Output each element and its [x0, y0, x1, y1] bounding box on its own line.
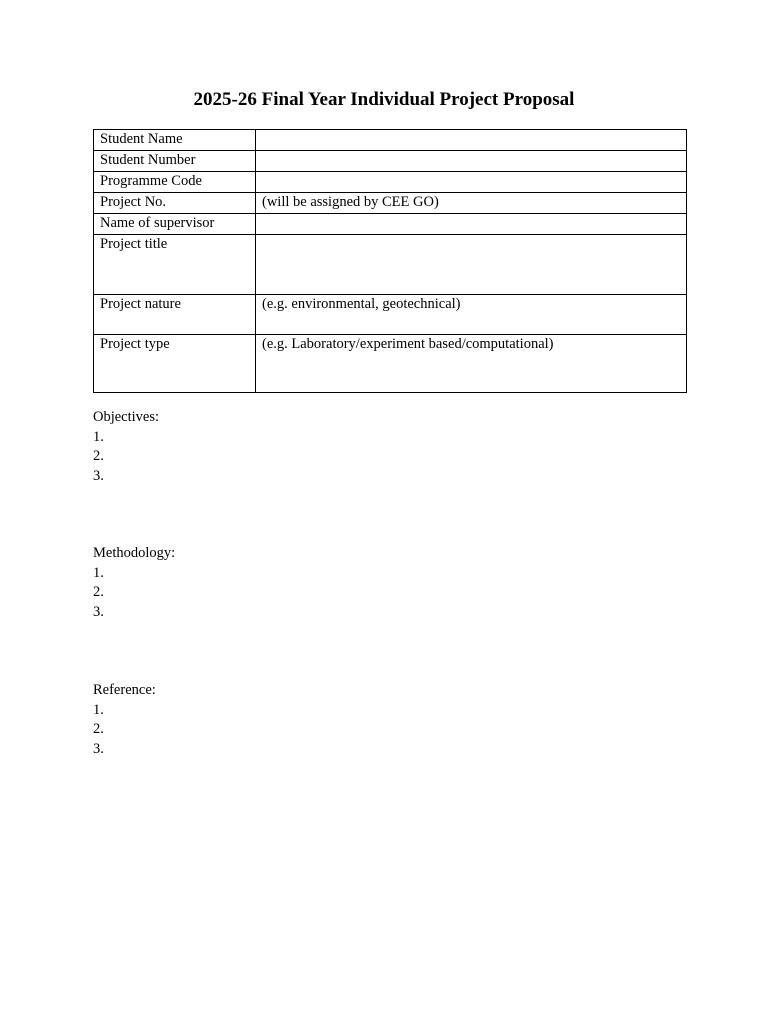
list-item: 2. — [93, 584, 104, 600]
list-item: 1. — [93, 564, 104, 581]
row-label-project-no: Project No. — [94, 193, 256, 214]
table-row — [94, 214, 687, 235]
row-label-project-nature: Project nature — [94, 295, 256, 335]
list-item: 2. — [93, 448, 104, 464]
table-row — [94, 172, 687, 193]
objectives-heading: Objectives: — [93, 409, 160, 425]
table-row — [94, 295, 687, 335]
row-value-programme-code[interactable] — [256, 172, 687, 193]
reference-section — [93, 681, 156, 759]
row-value-student-number[interactable] — [256, 151, 687, 172]
row-value-supervisor[interactable] — [256, 214, 687, 235]
row-label-programme-code: Programme Code — [94, 172, 256, 193]
page-title: 2025-26 Final Year Individual Project Proposal — [193, 89, 575, 110]
row-label-project-title: Project title — [94, 235, 256, 295]
table-row — [94, 151, 687, 172]
row-value-project-type[interactable]: (e.g. Laboratory/experiment based/computational) — [256, 335, 687, 393]
row-value-project-no[interactable]: (will be assigned by CEE GO) — [256, 193, 687, 214]
row-value-project-nature[interactable]: (e.g. environmental, geotechnical) — [256, 295, 687, 335]
table-row — [94, 193, 687, 214]
methodology-section — [93, 544, 175, 622]
list-item: 3. — [93, 467, 104, 484]
table-row — [94, 235, 687, 295]
objectives-section — [93, 408, 159, 486]
reference-heading: Reference: — [93, 682, 156, 698]
table-row — [94, 130, 687, 151]
row-value-project-title[interactable] — [256, 235, 687, 295]
row-label-student-name: Student Name — [94, 130, 256, 151]
row-label-supervisor: Name of supervisor — [94, 214, 256, 235]
list-item: 3. — [93, 740, 104, 757]
list-item: 3. — [93, 603, 104, 620]
row-label-student-number: Student Number — [94, 151, 256, 172]
row-label-project-type: Project type — [94, 335, 256, 393]
table-row — [94, 335, 687, 393]
list-item: 2. — [93, 721, 104, 737]
list-item: 1. — [93, 701, 104, 718]
list-item: 1. — [93, 428, 104, 445]
proposal-info-table — [93, 129, 687, 393]
row-value-student-name[interactable] — [256, 130, 687, 151]
methodology-heading: Methodology: — [93, 545, 176, 561]
